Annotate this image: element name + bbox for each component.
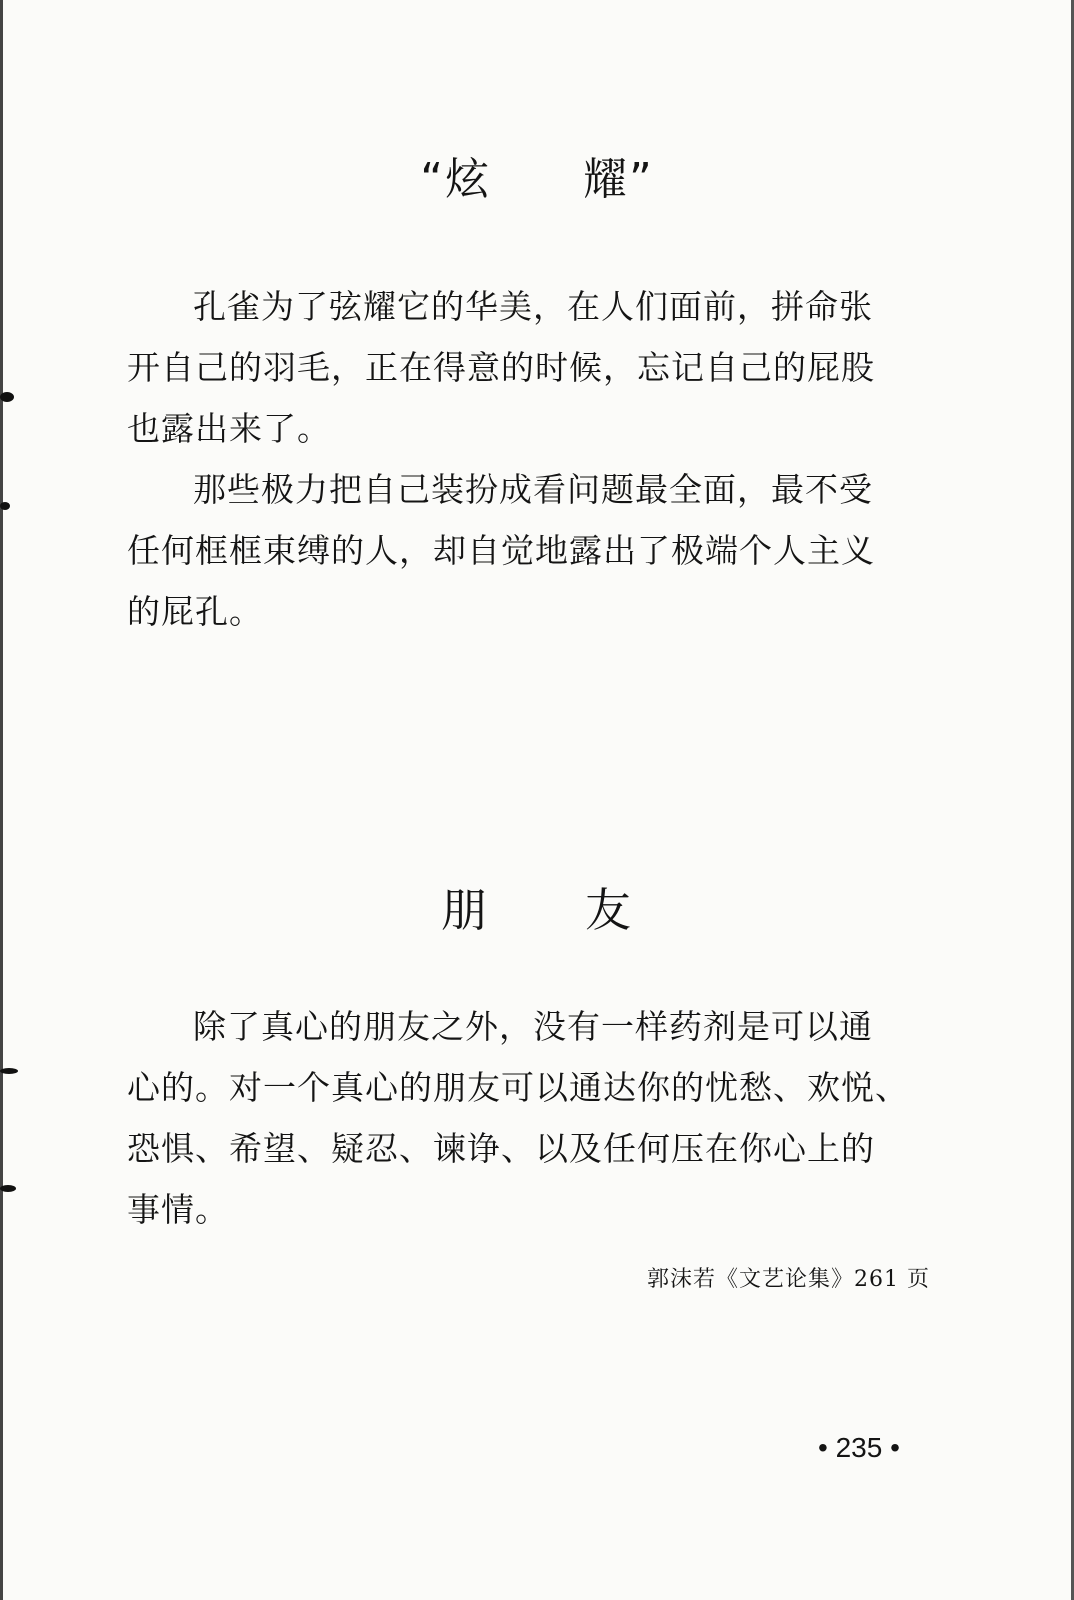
text-line: 也露出来了。 xyxy=(127,409,331,448)
text-line: 心的。对一个真心的朋友可以通达你的忧愁、欢悦、 xyxy=(127,1068,909,1107)
left-page-edge xyxy=(0,0,3,1600)
text-line: 孔雀为了弦耀它的华美，在人们面前，拼命张 xyxy=(193,287,873,326)
ink-spot xyxy=(0,502,10,510)
text-line: 事情。 xyxy=(127,1190,229,1229)
source-citation: 郭沫若《文艺论集》261 页 xyxy=(647,1267,930,1292)
section-title-xuanyao: “炫 耀” xyxy=(420,154,654,205)
text-line: 的屁孔。 xyxy=(127,592,263,631)
text-line: 恐惧、希望、疑忍、谏诤、以及任何压在你心上的 xyxy=(127,1129,875,1168)
ink-spot xyxy=(0,1068,18,1074)
ink-spot xyxy=(0,1185,16,1192)
ink-spot xyxy=(0,392,14,402)
text-line: 开自己的羽毛，正在得意的时候，忘记自己的屁股 xyxy=(127,348,875,387)
text-line: 除了真心的朋友之外，没有一样药剂是可以通 xyxy=(193,1007,873,1046)
section-body-xuanyao xyxy=(127,276,957,642)
section-title-pengyou: 朋 友 xyxy=(441,883,633,937)
text-line: 任何框框束缚的人，却自觉地露出了极端个人主义 xyxy=(127,531,875,570)
text-line: 那些极力把自己装扮成看问题最全面，最不受 xyxy=(193,470,873,509)
section-body-pengyou xyxy=(127,996,957,1240)
page-number: • 235 • xyxy=(818,1432,900,1463)
